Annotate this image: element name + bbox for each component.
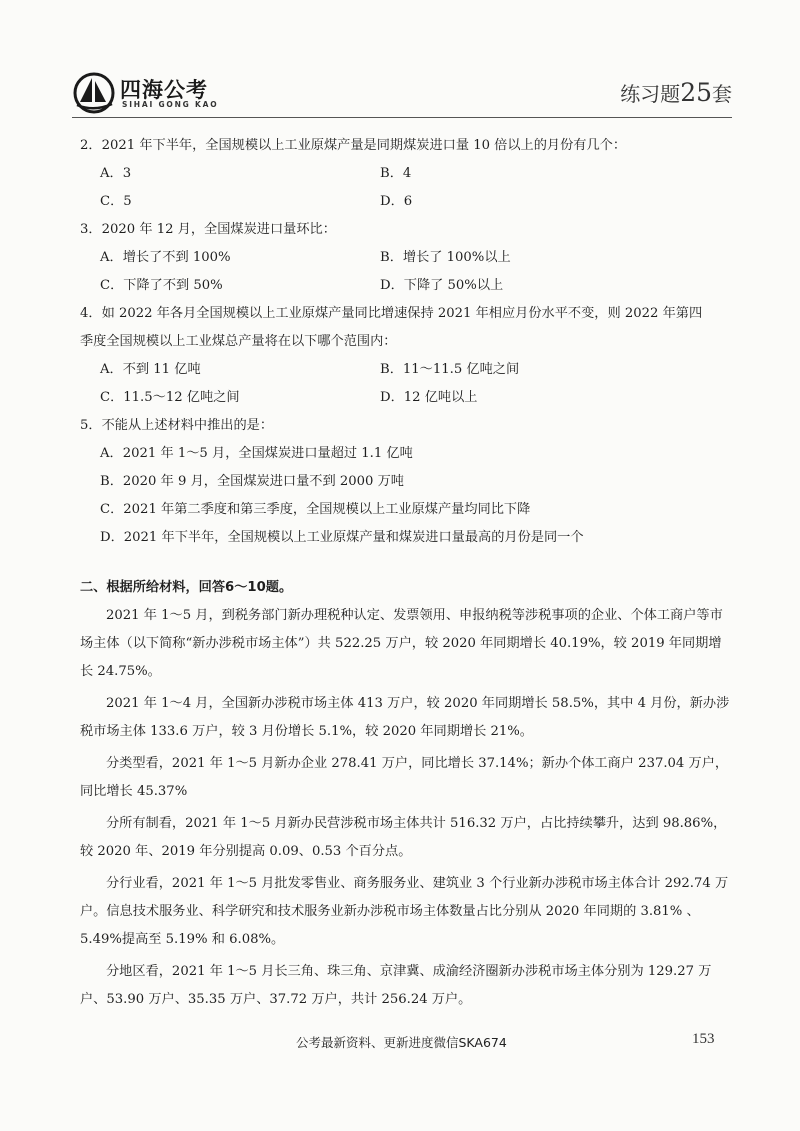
material-paragraph: 2021 年 1～5 月，到税务部门新办理税种认定、发票领用、申报纳税等涉税事项的企业、个体工商户等市场主体（以下简称“新办涉税市场主体”）共 522.25 万户，较 2020 年同期增长 40.19%，较 2019 年同期增长 24.75%。	[80, 608, 723, 679]
answer-option: C．下降了不到 50%	[100, 278, 223, 293]
set-prefix: 练习题	[620, 82, 681, 106]
set-number: 25	[680, 78, 712, 107]
question-stem: 3．2020 年 12 月，全国煤炭进口量环比：	[80, 222, 336, 237]
question-block	[80, 412, 730, 552]
question-block	[80, 216, 730, 300]
answer-option: D．6	[380, 194, 413, 209]
material-text	[80, 602, 730, 1014]
question-stem-continued: 季度全国规模以上工业煤总产量将在以下哪个范围内：	[80, 334, 397, 349]
answer-option: D．12 亿吨以上	[380, 390, 478, 405]
footer-note: 公考最新资料、更新进度微信SKA674	[296, 1035, 507, 1050]
answer-option: C．11.5～12 亿吨之间	[100, 390, 240, 405]
brand-name: 四海公考	[120, 78, 208, 102]
answer-option: B．4	[380, 166, 412, 181]
answer-option: A．不到 11 亿吨	[100, 362, 201, 377]
sailboat-logo-icon	[72, 72, 118, 114]
question-stem: 5．不能从上述材料中推出的是：	[80, 418, 274, 433]
material-paragraph: 分类型看，2021 年 1～5 月新办企业 278.41 万户，同比增长 37.14%；新办个体工商户 237.04 万户，同比增长 45.37%	[80, 756, 729, 799]
material-paragraph: 分地区看，2021 年 1～5 月长三角、珠三角、京津冀、成渝经济圈新办涉税市场主体分别为 129.27 万户、53.90 万户、35.35 万户、37.72 万户，共计 256.24 万户。	[80, 964, 712, 1007]
brand-name-latin: SIHAI GONG KAO	[122, 100, 219, 109]
question-stem: 4．如 2022 年各月全国规模以上工业原煤产量同比增速保持 2021 年相应月份水平不变，则 2022 年第四	[80, 306, 703, 321]
answer-option: C．5	[100, 194, 132, 209]
question-list	[80, 132, 730, 552]
material-paragraph: 分行业看，2021 年 1～5 月批发零售业、商务服务业、建筑业 3 个行业新办涉税市场主体合计 292.74 万户。信息技术服务业、科学研究和技术服务业新办涉税市场主体数量占比分别从 2020 年同期的 3.81% 、5.49%提高至 5.19% 和 6.08%。	[80, 876, 729, 947]
set-label	[620, 78, 732, 107]
answer-option: D．下降了 50%以上	[380, 278, 504, 293]
answer-option: A．2021 年 1～5 月，全国煤炭进口量超过 1.1 亿吨	[100, 446, 413, 461]
question-block	[80, 132, 730, 216]
answer-option: B．增长了 100%以上	[380, 250, 511, 265]
answer-option: B．2020 年 9 月，全国煤炭进口量不到 2000 万吨	[100, 474, 404, 489]
page-header	[72, 72, 732, 116]
question-stem: 2．2021 年下半年，全国规模以上工业原煤产量是同期煤炭进口量 10 倍以上的月份有几个：	[80, 138, 627, 153]
header-divider	[72, 117, 732, 118]
answer-option: B．11～11.5 亿吨之间	[380, 362, 520, 377]
answer-option: C．2021 年第二季度和第三季度，全国规模以上工业原煤产量均同比下降	[100, 502, 531, 517]
answer-option: A．增长了不到 100%	[100, 250, 231, 265]
page-content	[80, 132, 730, 1018]
option-list	[80, 356, 730, 412]
answer-option: A．3	[100, 166, 132, 181]
option-list	[80, 244, 730, 300]
page-number: 153	[692, 1031, 715, 1047]
material-paragraph: 2021 年 1～4 月，全国新办涉税市场主体 413 万户，较 2020 年同期增长 58.5%，其中 4 月份，新办涉税市场主体 133.6 万户，较 3 月份增长 5.1%，较 2020 年同期增长 21%。	[80, 696, 730, 739]
question-block	[80, 300, 730, 412]
material-paragraph: 分所有制看，2021 年 1～5 月新办民营涉税市场主体共计 516.32 万户，占比持续攀升，达到 98.86%，较 2020 年、2019 年分别提高 0.09、0.53 个百分点。	[80, 816, 727, 859]
answer-option: D．2021 年下半年，全国规模以上工业原煤产量和煤炭进口量最高的月份是同一个	[100, 530, 584, 545]
section-title: 二、根据所给材料，回答6～10题。	[80, 580, 293, 595]
set-suffix: 套	[712, 82, 732, 106]
option-list	[80, 440, 730, 552]
option-list	[80, 160, 730, 216]
